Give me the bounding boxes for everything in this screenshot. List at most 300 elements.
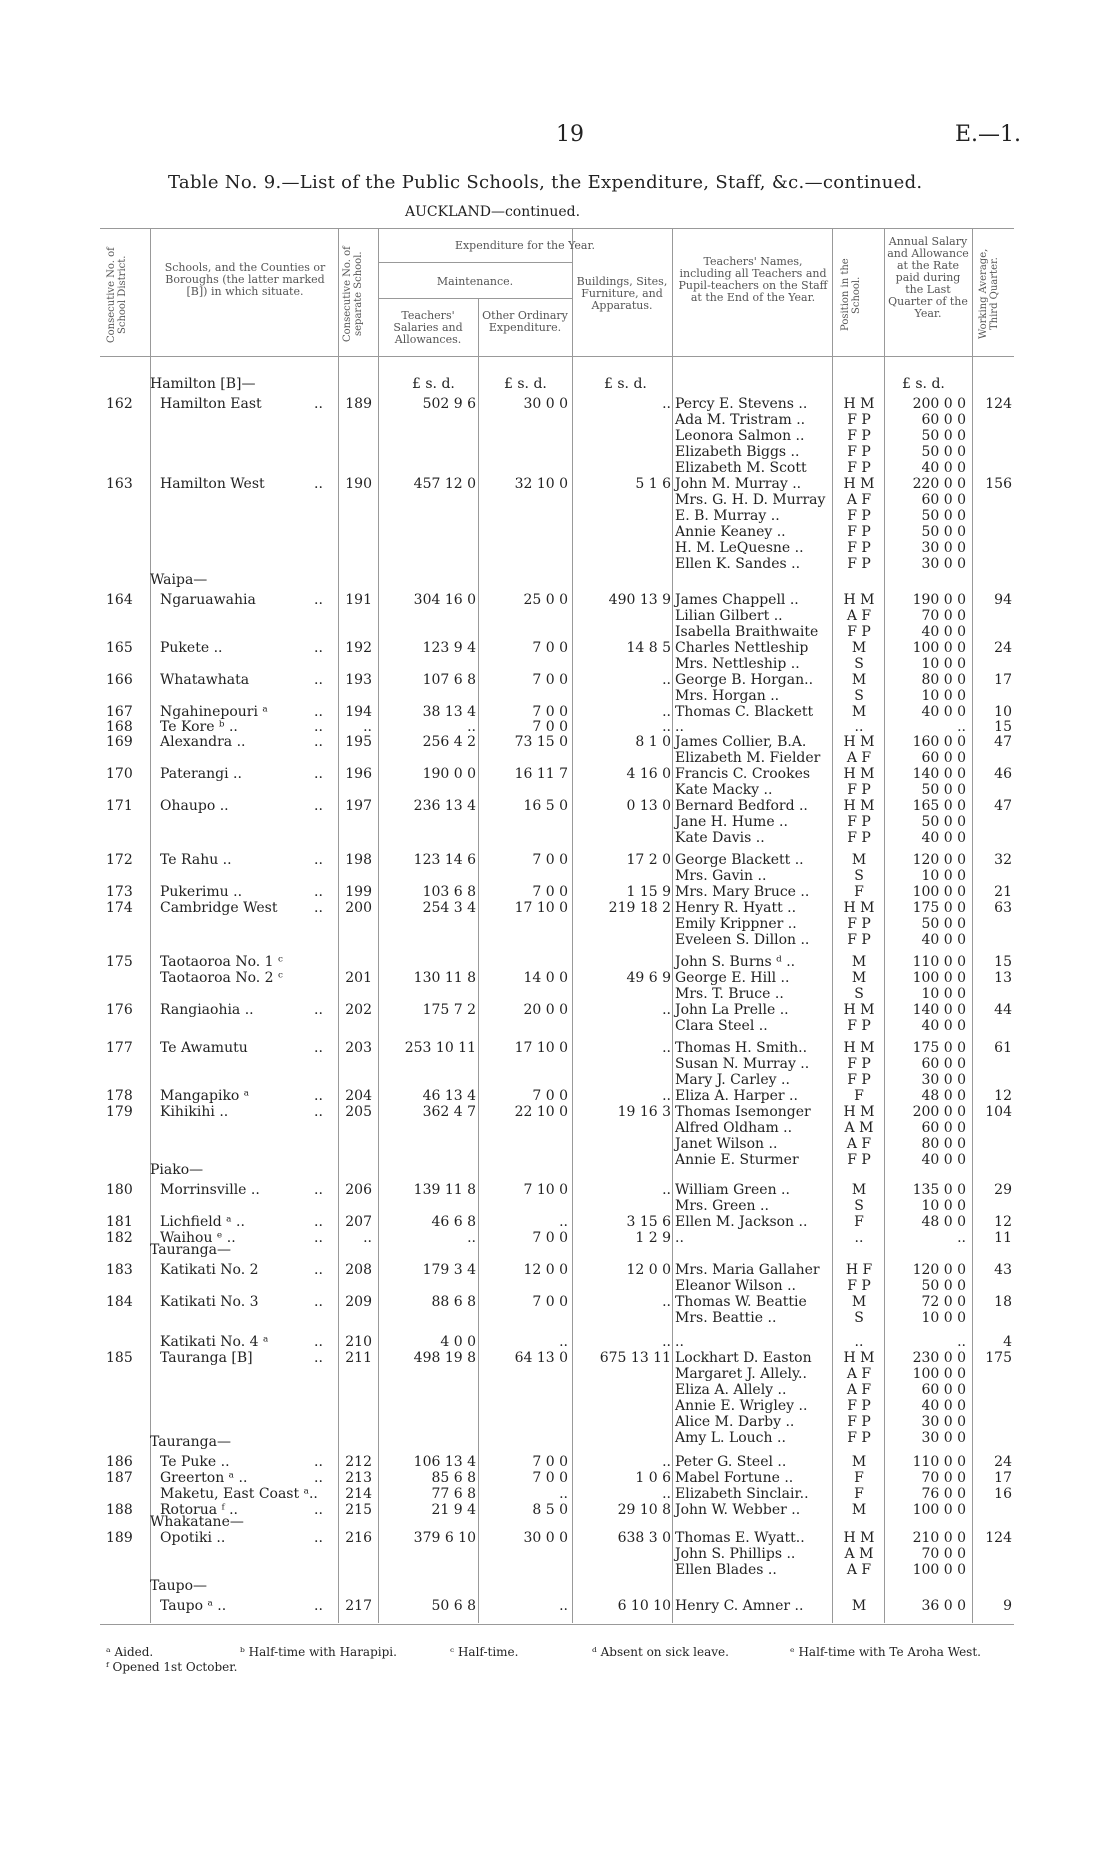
units-buildings: £ s. d. (604, 376, 647, 392)
cell-school: Kihikihi .. (160, 1104, 229, 1120)
cell-sal: .. (467, 1230, 476, 1246)
table-row (0, 1530, 1114, 1546)
group-label: Tauranga— (150, 1434, 231, 1450)
cell-att: 124 (985, 396, 1012, 412)
cell-pos: M (851, 640, 867, 656)
cell-ann: 200 0 0 (912, 396, 966, 412)
table-row (0, 1414, 1114, 1430)
cell-sno: .. (363, 719, 372, 735)
units-salaries: £ s. d. (412, 376, 455, 392)
cell-att: 15 (994, 954, 1012, 970)
cell-ann: 70 0 0 (921, 608, 966, 624)
group-label: Waipa— (150, 572, 208, 588)
cell-att: 13 (994, 970, 1012, 986)
cell-teacher: Thomas W. Beattie (675, 1294, 807, 1310)
cell-pos: M (851, 852, 867, 868)
cell-oth: 14 0 0 (523, 970, 568, 986)
cell-bld: 17 2 0 (626, 852, 671, 868)
cell-pos: H M (843, 798, 875, 814)
cell-bld: 14 8 5 (626, 640, 671, 656)
cell-ann: 175 0 0 (912, 900, 966, 916)
table-title: Table No. 9.—List of the Public Schools, the Expenditure, Staff, &c.—continued. (168, 172, 923, 193)
table-row (0, 1430, 1114, 1446)
cell-pos: F P (847, 1018, 871, 1034)
cell-pos: S (854, 1198, 864, 1214)
cell-ann: 60 0 0 (921, 1120, 966, 1136)
units-other: £ s. d. (504, 376, 547, 392)
cell-oth: 30 0 0 (523, 396, 568, 412)
cell-school: Waihou ᵉ .. (160, 1230, 236, 1246)
cell-dot: .. (314, 704, 323, 720)
cell-oth: 32 10 0 (514, 476, 568, 492)
cell-pos: F P (847, 916, 871, 932)
cell-teacher: Elizabeth M. Fielder (675, 750, 821, 766)
cell-teacher: Kate Davis .. (675, 830, 765, 846)
cell-dot: .. (314, 1088, 323, 1104)
cell-teacher: Janet Wilson .. (675, 1136, 778, 1152)
cell-sal: 253 10 11 (404, 1040, 476, 1056)
cell-pos: F P (847, 460, 871, 476)
cell-num: 185 (106, 1350, 133, 1366)
table-row (0, 508, 1114, 524)
cell-num: 163 (106, 476, 133, 492)
cell-pos: F P (847, 1056, 871, 1072)
table-row (0, 396, 1114, 412)
cell-pos: F P (847, 556, 871, 572)
cell-pos: F (854, 1088, 864, 1104)
cell-att: 12 (994, 1214, 1012, 1230)
cell-oth: 17 10 0 (514, 900, 568, 916)
cell-num: 162 (106, 396, 133, 412)
cell-num: 165 (106, 640, 133, 656)
cell-teacher: E. B. Murray .. (675, 508, 780, 524)
table-row (0, 734, 1114, 750)
cell-dot: .. (314, 1294, 323, 1310)
cell-dot: .. (314, 1104, 323, 1120)
cell-teacher: Mrs. Green .. (675, 1198, 769, 1214)
cell-num: 170 (106, 766, 133, 782)
cell-sno: 207 (345, 1214, 372, 1230)
cell-sal: 46 13 4 (422, 1088, 476, 1104)
cell-ann: 30 0 0 (921, 1430, 966, 1446)
cell-num: 177 (106, 1040, 133, 1056)
cell-pos: A M (844, 1120, 874, 1136)
cell-num: 172 (106, 852, 133, 868)
cell-pos: M (851, 1454, 867, 1470)
cell-ann: 175 0 0 (912, 1040, 966, 1056)
cell-ann: 100 0 0 (912, 884, 966, 900)
cell-sal: 85 6 8 (431, 1470, 476, 1486)
cell-bld: .. (662, 672, 671, 688)
cell-sal: 106 13 4 (413, 1454, 476, 1470)
cell-teacher: Clara Steel .. (675, 1018, 768, 1034)
cell-sal: 236 13 4 (413, 798, 476, 814)
cell-school: Te Puke .. (160, 1454, 230, 1470)
cell-pos: H M (843, 1040, 875, 1056)
cell-pos: H M (843, 1350, 875, 1366)
cell-ann: 165 0 0 (912, 798, 966, 814)
cell-ann: 100 0 0 (912, 640, 966, 656)
table-row (0, 556, 1114, 572)
header-salaries: Teachers' Salaries and Allowances. (393, 309, 463, 346)
cell-sal: 123 9 4 (422, 640, 476, 656)
header-position: Position in the School. (840, 258, 862, 332)
cell-bld: 219 18 2 (608, 900, 671, 916)
cell-sno: 200 (345, 900, 372, 916)
cell-ann: 30 0 0 (921, 540, 966, 556)
cell-oth: 16 5 0 (523, 798, 568, 814)
cell-ann: 70 0 0 (921, 1470, 966, 1486)
cell-att: 18 (994, 1294, 1012, 1310)
cell-num: 173 (106, 884, 133, 900)
cell-school: Cambridge West (160, 900, 278, 916)
cell-ann: 48 0 0 (921, 1088, 966, 1104)
cell-ann: 50 0 0 (921, 916, 966, 932)
cell-pos: F P (847, 444, 871, 460)
cell-school: Paterangi .. (160, 766, 242, 782)
cell-ann: 140 0 0 (912, 766, 966, 782)
cell-dot: .. (314, 719, 323, 735)
cell-sno: .. (363, 1230, 372, 1246)
cell-teacher: Emily Krippner .. (675, 916, 797, 932)
cell-pos: F P (847, 782, 871, 798)
cell-oth: 30 0 0 (523, 1530, 568, 1546)
cell-ann: 10 0 0 (921, 1198, 966, 1214)
cell-pos: F (854, 1486, 864, 1502)
cell-school: Opotiki .. (160, 1530, 226, 1546)
footnote-f: ᶠ Opened 1st October. (106, 1660, 238, 1674)
cell-teacher: Ellen K. Sandes .. (675, 556, 801, 572)
cell-sno: 217 (345, 1598, 372, 1614)
cell-oth: 73 15 0 (514, 734, 568, 750)
cell-att: 44 (994, 1002, 1012, 1018)
cell-school: Katikati No. 4 ᵃ (160, 1334, 269, 1350)
cell-pos: F P (847, 624, 871, 640)
footnote-d: ᵈ Absent on sick leave. (592, 1645, 729, 1659)
cell-ann: 60 0 0 (921, 412, 966, 428)
cell-pos: F P (847, 508, 871, 524)
cell-sal: 88 6 8 (431, 1294, 476, 1310)
cell-num: 174 (106, 900, 133, 916)
table-row (0, 1562, 1114, 1578)
cell-sal: .. (467, 719, 476, 735)
cell-sal: 38 13 4 (422, 704, 476, 720)
cell-sno: 204 (345, 1088, 372, 1104)
table-subtitle: AUCKLAND—continued. (405, 204, 581, 220)
cell-school: Tauranga [B] (160, 1350, 253, 1366)
cell-pos: F (854, 1470, 864, 1486)
cell-ann: 30 0 0 (921, 556, 966, 572)
cell-sal: 175 7 2 (422, 1002, 476, 1018)
cell-teacher: Thomas E. Wyatt.. (675, 1530, 805, 1546)
table-row (0, 1230, 1114, 1246)
cell-teacher: Alfred Oldham .. (675, 1120, 793, 1136)
header-sub-rule (378, 298, 572, 299)
cell-school: Hamilton East (160, 396, 262, 412)
table-row (0, 624, 1114, 640)
cell-teacher: John S. Phillips .. (675, 1546, 796, 1562)
table-row (0, 798, 1114, 814)
cell-dot: .. (314, 1502, 323, 1518)
cell-teacher: John W. Webber .. (675, 1502, 801, 1518)
cell-oth: 20 0 0 (523, 1002, 568, 1018)
cell-pos: S (854, 688, 864, 704)
table-row (0, 656, 1114, 672)
table-row (0, 1056, 1114, 1072)
cell-bld: .. (662, 1294, 671, 1310)
cell-sal: 46 6 8 (431, 1214, 476, 1230)
cell-school: Te Kore ᵇ .. (160, 719, 238, 735)
table-row (0, 1040, 1114, 1056)
cell-ann: 40 0 0 (921, 830, 966, 846)
cell-teacher: Kate Macky .. (675, 782, 773, 798)
cell-teacher: Lockhart D. Easton (675, 1350, 812, 1366)
header-bottom-rule (100, 356, 1014, 357)
cell-oth: 7 0 0 (532, 640, 568, 656)
table-row (0, 524, 1114, 540)
cell-dot: .. (314, 1530, 323, 1546)
cell-oth: 25 0 0 (523, 592, 568, 608)
cell-pos: F P (847, 1152, 871, 1168)
cell-num: 189 (106, 1530, 133, 1546)
cell-pos: H M (843, 766, 875, 782)
cell-pos: M (851, 1598, 867, 1614)
table-row (0, 592, 1114, 608)
table-row (0, 916, 1114, 932)
header-district-no: Consecutive No. of School District. (106, 247, 128, 343)
cell-teacher: Mrs. Maria Gallaher (675, 1262, 820, 1278)
cell-teacher: William Green .. (675, 1182, 790, 1198)
cell-dot: .. (314, 592, 323, 608)
cell-att: 12 (994, 1088, 1012, 1104)
table-row (0, 1502, 1114, 1518)
cell-pos: A F (846, 1562, 872, 1578)
cell-sal: 457 12 0 (413, 476, 476, 492)
cell-ann: 50 0 0 (921, 428, 966, 444)
table-row (0, 1120, 1114, 1136)
cell-oth: 12 0 0 (523, 1262, 568, 1278)
cell-bld: 12 0 0 (626, 1262, 671, 1278)
cell-sno: 205 (345, 1104, 372, 1120)
cell-sno: 191 (345, 592, 372, 608)
cell-school: Greerton ᵃ .. (160, 1470, 248, 1486)
group-label: Taupo— (150, 1578, 208, 1594)
cell-num: 182 (106, 1230, 133, 1246)
table-row (0, 1088, 1114, 1104)
cell-oth: .. (559, 1214, 568, 1230)
cell-ann: 220 0 0 (912, 476, 966, 492)
cell-sal: 4 0 0 (440, 1334, 476, 1350)
cell-dot: .. (314, 734, 323, 750)
cell-num: 176 (106, 1002, 133, 1018)
cell-ann: 140 0 0 (912, 1002, 966, 1018)
cell-pos: F P (847, 1278, 871, 1294)
cell-att: 47 (994, 798, 1012, 814)
cell-pos: H M (843, 396, 875, 412)
cell-bld: 19 16 3 (617, 1104, 671, 1120)
cell-dot: .. (314, 1454, 323, 1470)
cell-teacher: Lilian Gilbert .. (675, 608, 783, 624)
cell-pos: H M (843, 476, 875, 492)
cell-sno: 193 (345, 672, 372, 688)
cell-sal: 254 3 4 (422, 900, 476, 916)
cell-teacher: Annie Keaney .. (675, 524, 786, 540)
table-row (0, 1002, 1114, 1018)
cell-att: 175 (985, 1350, 1012, 1366)
cell-school: Taupo ᵃ .. (160, 1598, 227, 1614)
cell-teacher: .. (675, 1230, 684, 1246)
cell-att: 9 (1003, 1598, 1012, 1614)
cell-att: 156 (985, 476, 1012, 492)
cell-teacher: Elizabeth Sinclair.. (675, 1486, 809, 1502)
cell-pos: F P (847, 814, 871, 830)
cell-school: Lichfield ᵃ .. (160, 1214, 245, 1230)
cell-num: 175 (106, 954, 133, 970)
group-label: Tauranga— (150, 1242, 231, 1258)
cell-pos: A F (846, 608, 872, 624)
table-row (0, 608, 1114, 624)
cell-att: 17 (994, 672, 1012, 688)
cell-teacher: George B. Horgan.. (675, 672, 814, 688)
cell-num: 169 (106, 734, 133, 750)
cell-pos: F P (847, 428, 871, 444)
units-annual: £ s. d. (902, 376, 945, 392)
cell-school: Te Rahu .. (160, 852, 232, 868)
cell-oth: .. (559, 1486, 568, 1502)
cell-school: Te Awamutu (160, 1040, 248, 1056)
table-row (0, 1072, 1114, 1088)
table-row (0, 868, 1114, 884)
table-row (0, 428, 1114, 444)
cell-pos: H F (845, 1262, 873, 1278)
cell-pos: M (851, 1294, 867, 1310)
cell-teacher: Thomas Isemonger (675, 1104, 811, 1120)
cell-ann: 70 0 0 (921, 1546, 966, 1562)
cell-pos: A F (846, 1366, 872, 1382)
table-bottom-rule (100, 1624, 1014, 1625)
cell-teacher: Ellen M. Jackson .. (675, 1214, 808, 1230)
cell-bld: .. (662, 1486, 671, 1502)
cell-sal: 379 6 10 (413, 1530, 476, 1546)
cell-sal: 256 4 2 (422, 734, 476, 750)
cell-school: Ohaupo .. (160, 798, 229, 814)
cell-pos: H M (843, 734, 875, 750)
cell-ann: 10 0 0 (921, 868, 966, 884)
cell-bld: 675 13 11 (599, 1350, 671, 1366)
cell-sno: 192 (345, 640, 372, 656)
cell-ann: 100 0 0 (912, 1366, 966, 1382)
table-row (0, 900, 1114, 916)
cell-att: 46 (994, 766, 1012, 782)
header-other: Other Ordinary Expenditure. (482, 309, 568, 334)
cell-oth: 7 0 0 (532, 1230, 568, 1246)
table-row (0, 1018, 1114, 1034)
cell-pos: A F (846, 1136, 872, 1152)
cell-pos: F P (847, 1414, 871, 1430)
cell-bld: 1 0 6 (635, 1470, 671, 1486)
cell-ann: 30 0 0 (921, 1414, 966, 1430)
cell-teacher: John M. Murray .. (675, 476, 802, 492)
cell-bld: 3 15 6 (626, 1214, 671, 1230)
table-row (0, 1262, 1114, 1278)
cell-ann: .. (957, 719, 966, 735)
cell-pos: S (854, 868, 864, 884)
header-teachers: Teachers' Names, including all Teachers and Pupil-teachers on the Staff at the End of the Year. (678, 255, 828, 304)
cell-teacher: Alice M. Darby .. (675, 1414, 795, 1430)
cell-pos: F P (847, 932, 871, 948)
cell-att: 24 (994, 640, 1012, 656)
cell-sno: 194 (345, 704, 372, 720)
cell-school: Katikati No. 2 (160, 1262, 259, 1278)
cell-pos: F P (847, 1072, 871, 1088)
cell-att: 94 (994, 592, 1012, 608)
cell-oth: 7 10 0 (523, 1182, 568, 1198)
cell-teacher: Mrs. T. Bruce .. (675, 986, 784, 1002)
cell-pos: F P (847, 412, 871, 428)
cell-sal: 304 16 0 (413, 592, 476, 608)
cell-teacher: George Blackett .. (675, 852, 804, 868)
cell-dot: .. (314, 1598, 323, 1614)
cell-teacher: Charles Nettleship (675, 640, 809, 656)
cell-bld: .. (662, 1088, 671, 1104)
table-row (0, 640, 1114, 656)
document-code: E.—1. (955, 122, 1022, 147)
cell-teacher: Mrs. Beattie .. (675, 1310, 777, 1326)
table-row (0, 1350, 1114, 1366)
cell-pos: M (851, 970, 867, 986)
cell-sal: 498 19 8 (413, 1350, 476, 1366)
cell-num: 183 (106, 1262, 133, 1278)
cell-dot: .. (314, 1002, 323, 1018)
cell-ann: 40 0 0 (921, 1152, 966, 1168)
cell-teacher: Mrs. Horgan .. (675, 688, 780, 704)
table-row (0, 814, 1114, 830)
cell-bld: 1 2 9 (635, 1230, 671, 1246)
cell-sal: 103 6 8 (422, 884, 476, 900)
table-row (0, 1182, 1114, 1198)
cell-sal: 77 6 8 (431, 1486, 476, 1502)
cell-teacher: Margaret J. Allely.. (675, 1366, 807, 1382)
cell-pos: H M (843, 1530, 875, 1546)
cell-sno: 206 (345, 1182, 372, 1198)
table-row (0, 1470, 1114, 1486)
cell-sno: 211 (345, 1350, 372, 1366)
table-row (0, 460, 1114, 476)
cell-dot: .. (314, 1350, 323, 1366)
table-row (0, 750, 1114, 766)
cell-teacher: James Collier, B.A. (675, 734, 807, 750)
cell-bld: .. (662, 704, 671, 720)
table-row (0, 1366, 1114, 1382)
cell-ann: 40 0 0 (921, 624, 966, 640)
cell-ann: 100 0 0 (912, 1502, 966, 1518)
cell-teacher: .. (675, 1334, 684, 1350)
table-row (0, 986, 1114, 1002)
cell-pos: M (851, 1502, 867, 1518)
cell-att: 4 (1003, 1334, 1012, 1350)
cell-dot: .. (314, 640, 323, 656)
cell-ann: 50 0 0 (921, 508, 966, 524)
cell-pos: .. (854, 1230, 864, 1246)
cell-teacher: Mrs. G. H. D. Murray (675, 492, 826, 508)
cell-sno: 199 (345, 884, 372, 900)
cell-oth: 16 11 7 (514, 766, 568, 782)
cell-pos: F (854, 1214, 864, 1230)
cell-att: 43 (994, 1262, 1012, 1278)
cell-ann: 50 0 0 (921, 1278, 966, 1294)
cell-teacher: Henry C. Amner .. (675, 1598, 804, 1614)
cell-sno: 203 (345, 1040, 372, 1056)
